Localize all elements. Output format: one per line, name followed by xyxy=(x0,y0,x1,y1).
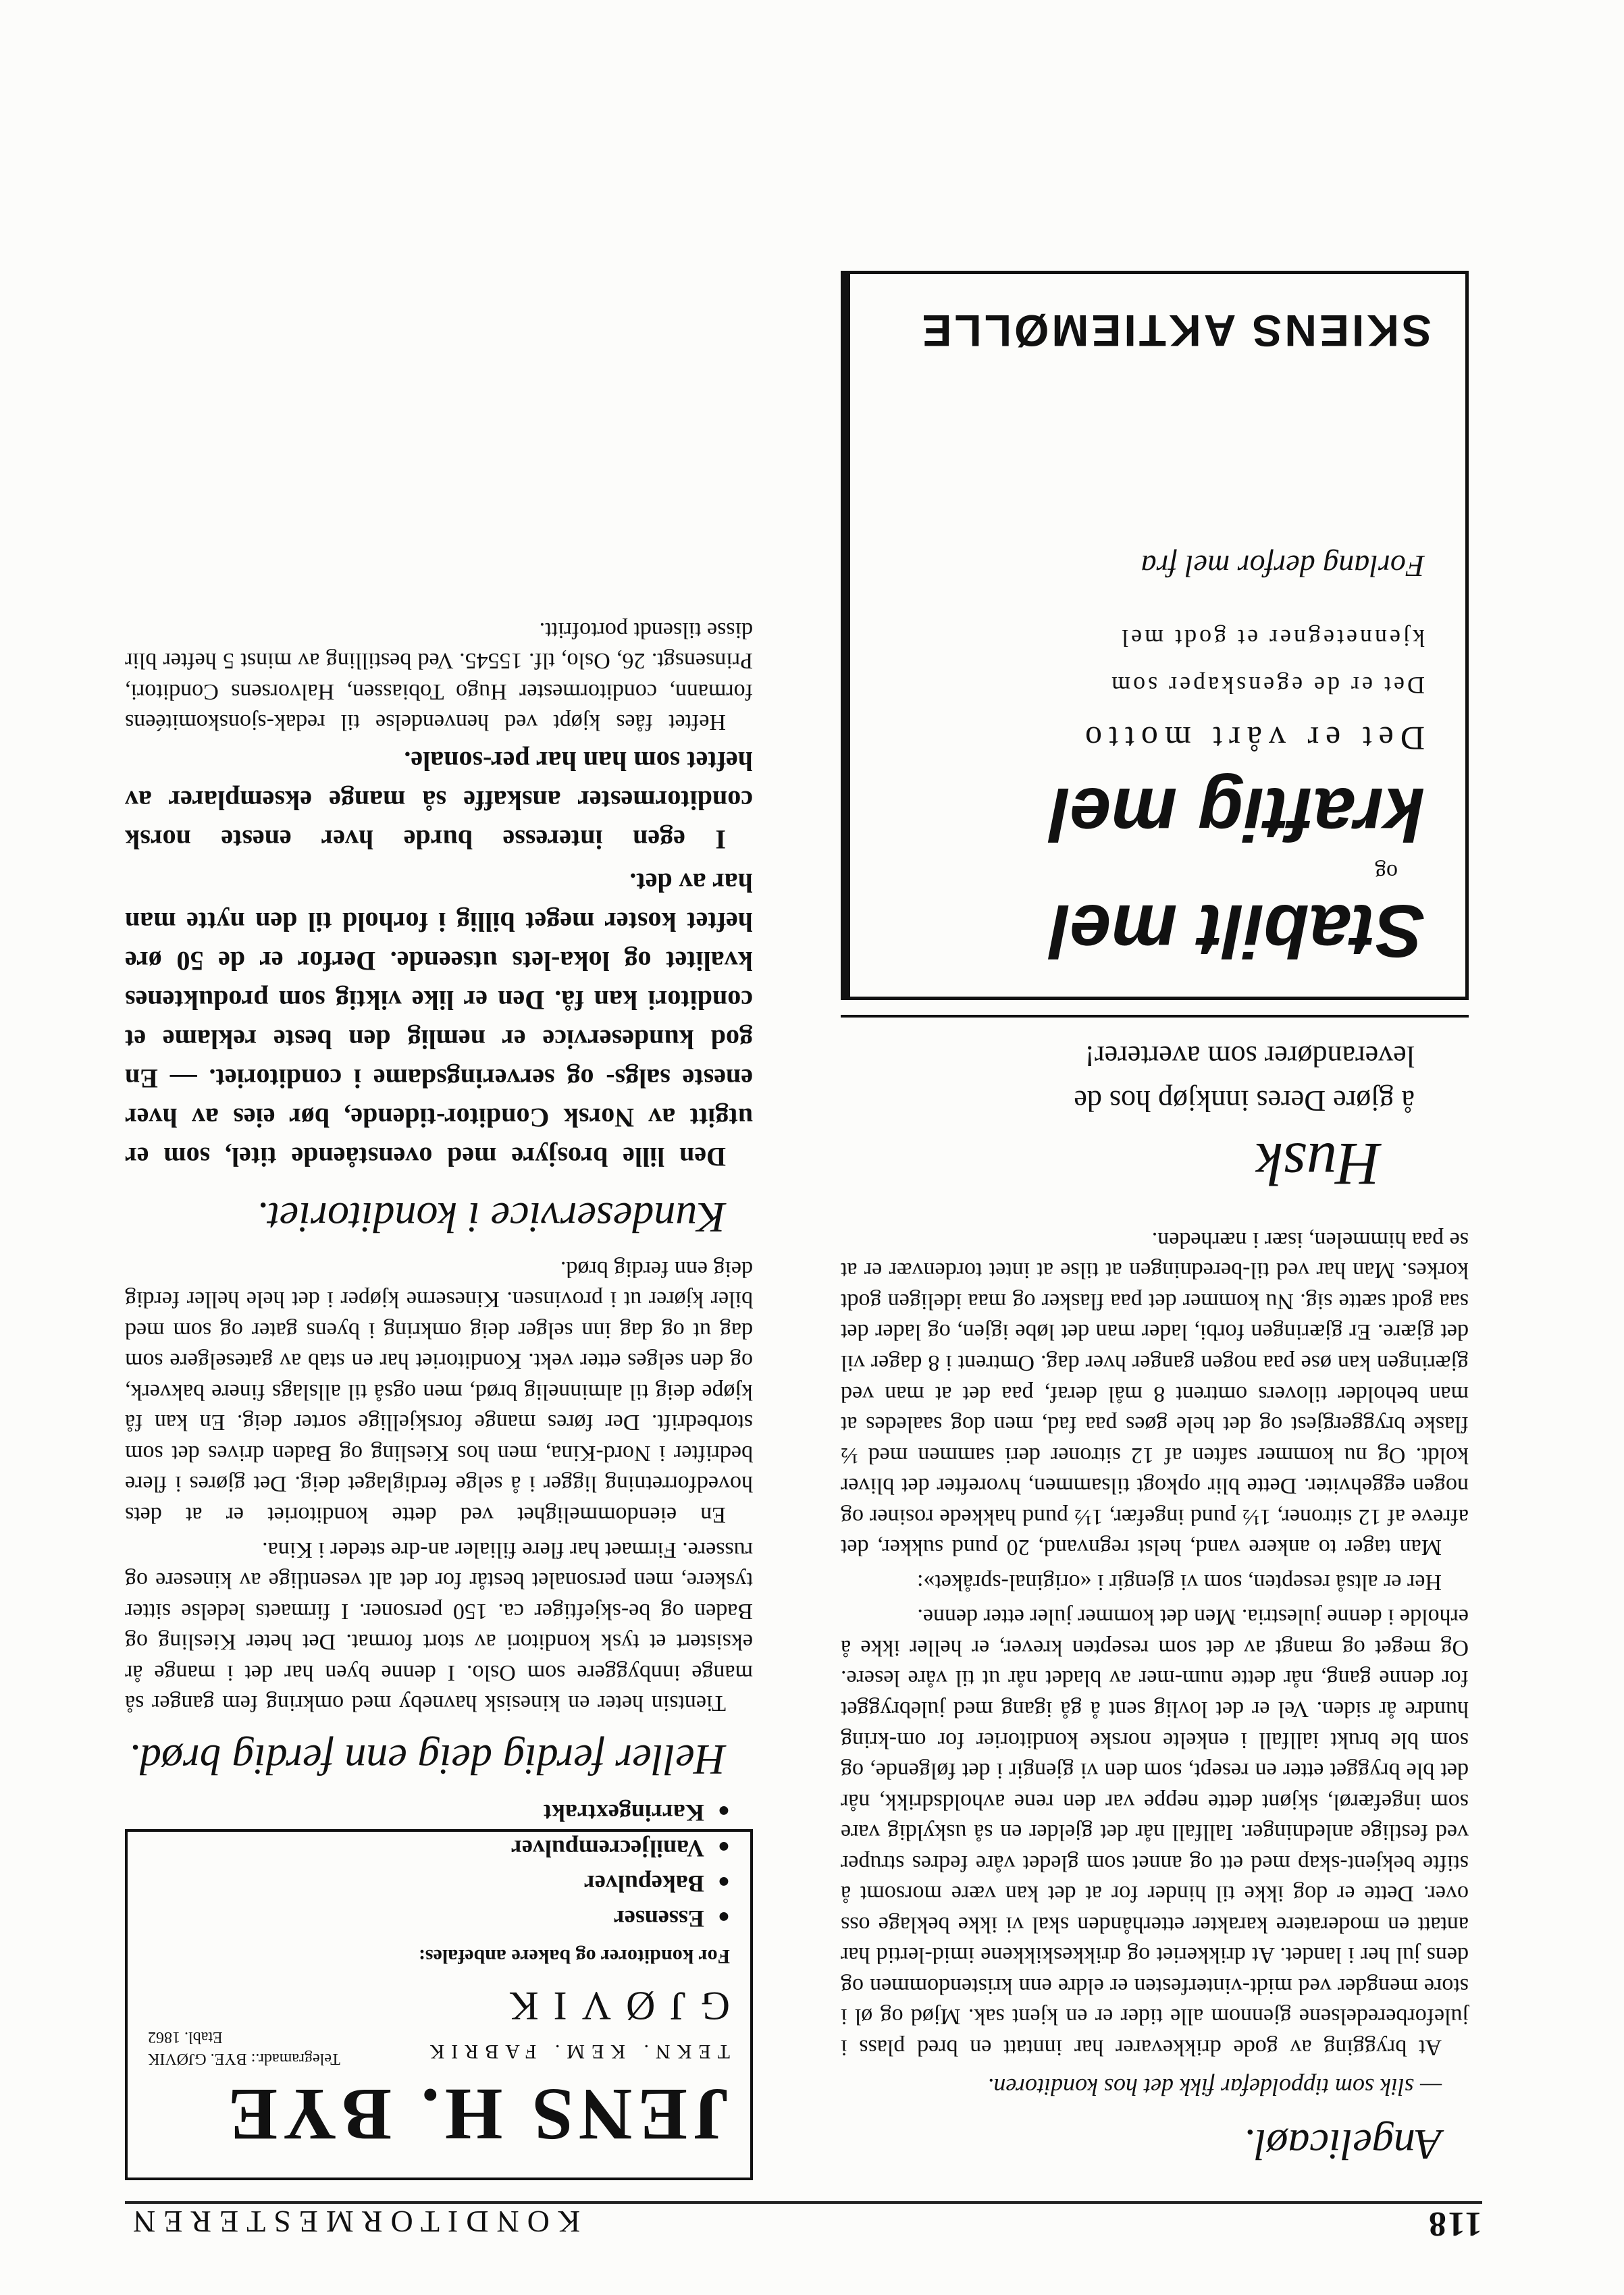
page-number: 118 xyxy=(1427,2205,1482,2243)
ad-telegram: Telegramadr.: BYE. GJØVIK xyxy=(148,2050,340,2067)
product-item: ● Essenser xyxy=(148,1901,730,1936)
ad-established: Etabl. 1862 xyxy=(148,2028,223,2046)
husk-title: Husk xyxy=(1256,1130,1381,1198)
right-column xyxy=(125,610,753,2180)
product-item: ● Vaniljecrempulver xyxy=(148,1830,730,1866)
angelica-paragraph: At brygging av gode drikkevarer har inntatt en bred plass i juleforberedelsene gjennom alle tider er en kjent sak. Mjød og øl i store mengder ved midt-vinterfesten er eldre enn kristendommen og dens jul her i landet. At drikkeriet og drikkeskikkene imid-lertid har antatt en moderatere karakter etterhånden skal vi ikke beklage oss over. Dette er dog ikke til hinder for at det kan være morsomt å stifte bekjent-skap med ett og annet som gledet våre fedres struper ved festlige anledninger. Iallfall når det gjelder en så uskyldig vare som ingefærøl, skjønt dette neppe var den rene avholdsdrikk, når det ble brygget etter en resept, som den vi gjengir i det følgende, og som ble brukt iallfall i enkelte norske konditorier for om-kring hundre år siden. Vel er det lovlig sent å gå igang med julebrygget for denne gang, når dette num-mer av bladet når ut til våre lesere. Og meget og mangt av det som resepten krever, er heller ikke å erholde i denne julestria. Men det kommer juler etter denne. xyxy=(841,1604,1469,2061)
ad-connector: og xyxy=(1375,860,1398,885)
ad-company-type: TEKN. KEM. FABRIK xyxy=(423,2040,730,2063)
heller-paragraph: En eiendommelighet ved dette konditoriet er at dets hovedforretning ligger i å selge ferdiglaget deig. Det gjøres i flere bedrifter i Nord-Kina, men hos Kiesling og Baden drives det som storbedrift. Der føres mange forskjellige sorter deig. En kan få kjøpe deig til alminnelig brød, men også til allslags finere bakverk, og den selges etter vekt. Konditoriet har en stab av gateselgere som dag ut og dag inn selger deig omkring i byens gater og som med biler kjører ut i provinsen. Kineserne kjøper i det hele heller ferdig deig enn ferdig brød. xyxy=(125,1256,753,1527)
kundeservice-article xyxy=(125,614,753,1246)
angelica-paragraph: Her er altså resepten, som vi gjengir i «original-språket»: xyxy=(916,1569,1442,1595)
ad-headline: Stabilt mel xyxy=(1049,889,1425,972)
product-item: ● Karringextrakt xyxy=(148,1795,730,1830)
ad-company: SKIENS AKTIEMØLLE xyxy=(919,306,1432,357)
ad-meta xyxy=(148,2026,340,2069)
heller-title: Heller ferdig deig enn ferdig brød. xyxy=(129,1736,726,1784)
angelica-paragraph: Man tager to ankere vand, helst regnvand, 20 pund sukker, det afreve af 12 sitroner, 1½ pund ingefær, 1½ pund hakkede rosiner og nogen eggehviter. Dette blir opkogt tilsammen, hvorefter det bliver koldt. Og nu kommer saften af 12 sitroner deri sammen med ½ flaske bryggergjest og det hele gøes paa fad, men dog saaledes at man beholder tilovers omtrent 8 mål deraf, paa det at man ved gjæringen kan øse paa nogen ganger hver dag. Omtrent i 8 dager vil det gjære. Er gjæringen forbi, lader man det løbe igjen, og lader det saa godt sætte sig. Nu kommer det paa flasker og maa ideligen godt korkes. Man har ved til-beredningen at tilse at intet tordenvær er at se paa himmelen, især i nærheden. xyxy=(841,1227,1469,1560)
husk-line: å gjøre Deres innkjøp hos de xyxy=(1074,1084,1415,1117)
left-column xyxy=(841,271,1469,2180)
ad-for-line: For konditorer og bakere anbefales: xyxy=(418,1945,730,1968)
kundeservice-paragraph: I egen interesse burde hver eneste norsk conditormester anskaffe så mange eksemplarer av heftet som han har per-sonale. xyxy=(125,746,753,855)
kundeservice-order: Heftet fåes kjøpt ved henvendelse til redak-sjonskomitéens formann, conditormester Hugo Tobiassen, Halvorsens Conditori, Prinsensgt. 26, Oslo, tlf. 15545. Ved bestilling av minst 5 hefter blir disse tilsendt portofritt. xyxy=(125,617,753,735)
ad-motto: Det er vårt motto xyxy=(1078,720,1425,758)
magazine-title: KONDITORMESTEREN xyxy=(125,2205,581,2239)
kundeservice-paragraph: Den lille brosjyre med ovenstående titel, som er utgitt av Norsk Conditor-tidende, bør eies av hver eneste salgs- og serveringsdame i conditoriet. — En god kundeservice er nemlig den beste reklame et conditori kan få. Den er like viktig som produktenes kvalitet og loka-lets utseende. Derfor er de 50 øre heftet koster meget billig i forhold til den nytte man har av det. xyxy=(125,868,753,1173)
heller-paragraph: Tientsin heter en kinesisk havneby med omkring fem ganger så mange innbyggere som Oslo. I denne byen har det i mange år eksistert et tysk konditori av stort format. Det heter Kiesling og Baden og be-skjeftiger ca. 150 personer. I firmaets ledelse sitter tyskere, men personalet består for det alt vesentlige av kinesere og russere. Firmaet har flere filialer an-dre steder i Kina. xyxy=(125,1537,753,1716)
ad-text: Det er de egenskaper som xyxy=(1109,672,1425,700)
ad-headline: kraftig mel xyxy=(1049,772,1425,855)
kundeservice-title: Kundeservice i konditoriet. xyxy=(257,1194,726,1242)
angelica-title: Angelicaøl. xyxy=(1243,2121,1442,2169)
husk-notice xyxy=(841,1015,1469,1205)
ad-company-name: JENS H. BYE xyxy=(222,2074,730,2156)
bye-advertisement xyxy=(125,1799,753,2180)
product-item: ● Bakepulver xyxy=(148,1866,730,1901)
ad-call: Forlang derfor mel fra xyxy=(1141,549,1425,584)
page-header xyxy=(125,2201,1482,2251)
product-list xyxy=(148,1795,730,1936)
ad-text: kjennetegner et godt mel xyxy=(1119,624,1425,652)
angelica-subtitle: — slik som tippoldefar fikk det hos konditoren. xyxy=(987,2074,1442,2101)
skiens-advertisement xyxy=(841,271,1469,1000)
ad-city: GJØVIK xyxy=(494,1984,730,2029)
husk-line: leverandører som averterer! xyxy=(1084,1039,1415,1073)
